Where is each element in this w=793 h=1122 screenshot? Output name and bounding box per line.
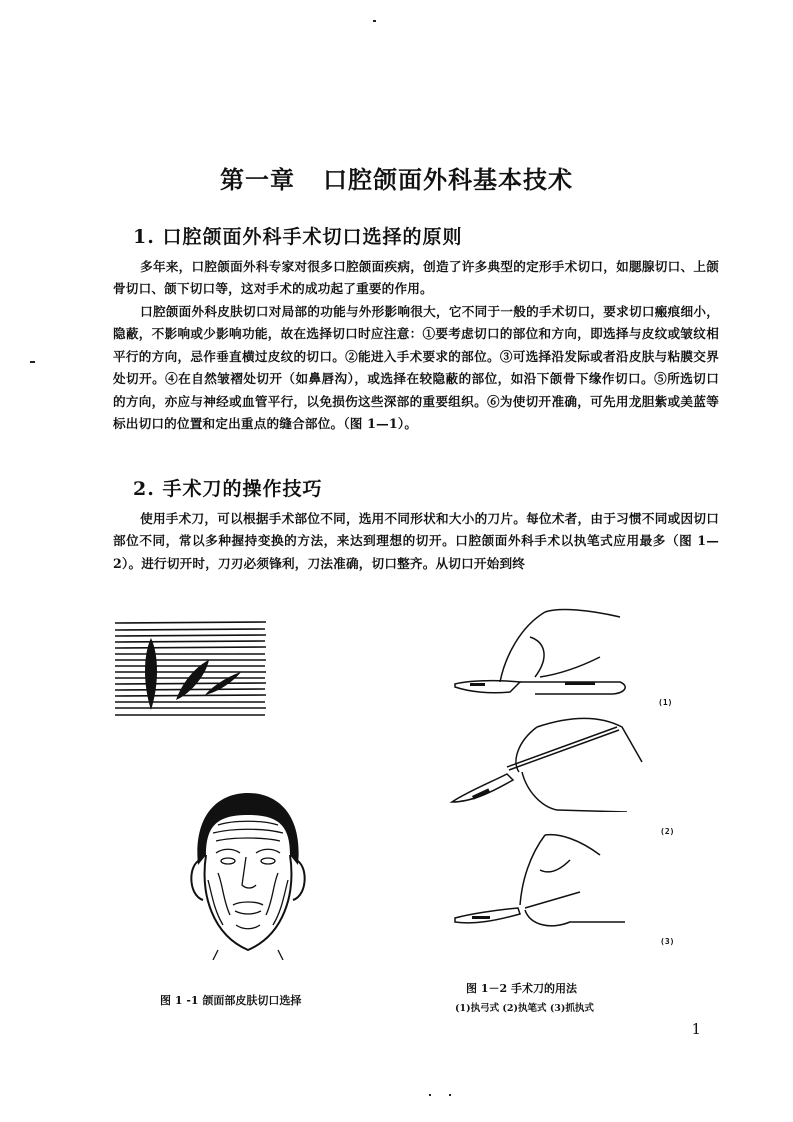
skin-lines-incision-figure [113, 620, 268, 720]
paragraph-text: 口腔颌面外科皮肤切口对局部的功能与外形影响很大，它不同于一般的手术切口，要求切口瘢痕细小，隐蔽，不影响或少影响功能，故在选择切口时应注意：①要考虑切口的部位和方向，即选择与皮纹或皱纹相平行的方向，忌作垂直横过皮纹的切口。②能进入手术要求的部位。③可选择沿发际或者沿皮肤与粘膜交界处切开。④在自然皱褶处切开（如鼻唇沟），或选择在较隐蔽的部位，如沿下颌骨下缘作切口。⑤所选切口的方向，亦应与神经或血管平行，以免损伤这些深部的重要组织。⑥为使切开准确，可先用龙胆紫或美蓝等标出切口的位置和定出重点的缝合部位。（图 1—1）。 [113, 304, 719, 432]
scan-speck [449, 1094, 451, 1096]
figure-1-2-caption: 图 1－2 手术刀的用法 [466, 982, 577, 995]
paragraph-text: 多年来，口腔颌面外科专家对很多口腔颌面疾病，创造了许多典型的定形手术切口，如腮腺切口、上颌骨切口、颌下切口等，这对手术的成功起了重要的作用。 [113, 259, 719, 297]
scan-speck [373, 20, 376, 22]
chapter-number: 第一章 [220, 165, 295, 194]
scan-speck [30, 361, 35, 363]
figure-1-2-subcaption: (1)执弓式 (2)执笔式 (3)抓执式 [455, 1003, 594, 1014]
paragraph [113, 508, 719, 575]
section-heading-1: 1. 口腔颌面外科手术切口选择的原则 [133, 226, 463, 248]
chapter-title [0, 160, 793, 195]
panel-label-3: (3) [660, 937, 675, 946]
scalpel-grip-bow-figure [450, 602, 630, 697]
panel-label-2: (2) [660, 827, 675, 836]
panel-label-1: (1) [658, 698, 673, 707]
page-number: 1 [691, 1020, 701, 1038]
paragraph [113, 256, 719, 301]
face-drawing-figure [178, 785, 318, 960]
section-heading-2: 2. 手术刀的操作技巧 [133, 478, 323, 500]
paragraph [113, 301, 719, 435]
scalpel-grip-pen-figure [447, 712, 647, 812]
paragraph-text: 使用手术刀，可以根据手术部位不同，选用不同形状和大小的刀片。每位术者，由于习惯不同或因切口部位不同，常以多种握持变换的方法，来达到理想的切开。口腔颌面外科手术以执笔式应用最多（图 1—2）。进行切开时，刀刃必须锋利，刀法准确，切口整齐。从切口开始到终 [113, 511, 719, 571]
scan-speck [429, 1094, 431, 1096]
scalpel-grip-palm-figure [450, 830, 640, 930]
chapter-name: 口腔颌面外科基本技术 [323, 165, 573, 194]
figure-1-1-caption: 图 1 -1 颌面部皮肤切口选择 [160, 994, 302, 1007]
